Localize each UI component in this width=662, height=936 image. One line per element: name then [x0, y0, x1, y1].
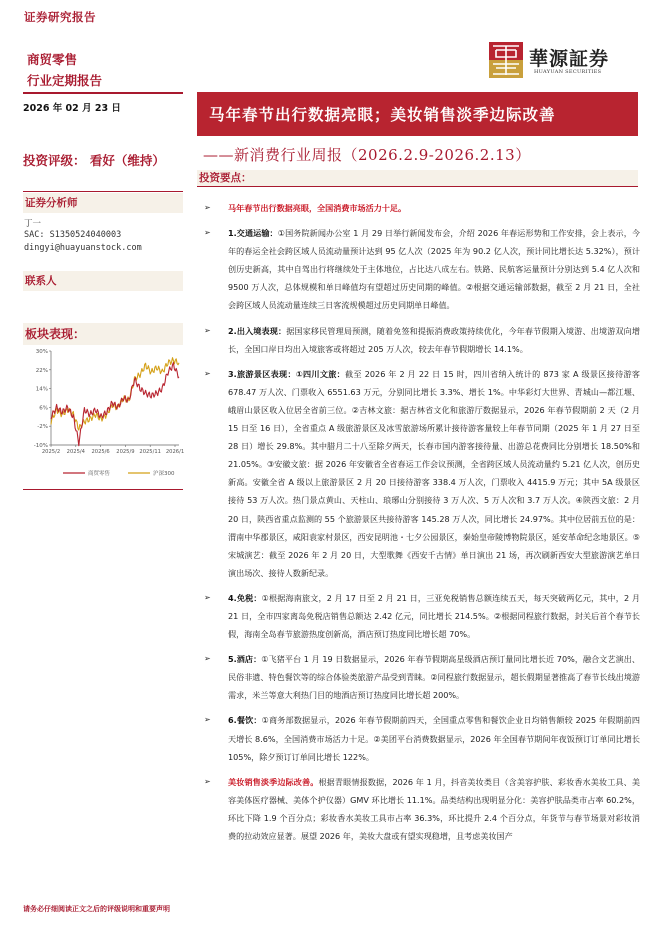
- arrow-bullet-icon: ➢: [204, 203, 211, 212]
- svg-text:2025/2: 2025/2: [41, 449, 61, 455]
- industry-label: 商贸零售: [27, 52, 78, 67]
- huayuan-logo-icon: [489, 42, 523, 78]
- report-category-label: 证券研究报告: [24, 10, 96, 24]
- divider: [23, 92, 183, 94]
- key-points-heading: 投资要点：: [197, 170, 638, 187]
- analyst-email-link[interactable]: dingyi@huayuanstock.com: [24, 243, 142, 253]
- key-point-paragraph: [200, 650, 640, 704]
- disclaimer-note: 请务必仔细阅读正文之后的评级说明和重要声明: [23, 904, 170, 913]
- paragraph-text: 截至 2026 年 2 月 22 日 15 时，四川省纳入统计的 873 家 A 级景区接待游客 678.47 万人次、门票收入 6551.63 万元，分别同比增长 3.3%、增长 1%。中华彩灯大世界、青城山—都江堰、峨眉山景区收入位居全省前三位。②吉林文旅：据吉林省文化和旅游厅数据显示，2026 年春节假期前 2 天（2 月 15 日至 16 日），全省重点 A 级旅游景区及冰雪旅游场所累计接待游客量较上年春节同期（2025 年 1 月 27 日至 28 日）增长 29.8%。其中腊月二十八至除夕两天，长春市国内游客接待量、出游总花费同比分别增长 18.50%和 21.05%。③安徽文旅：据 2026 年安徽省全省春运工作会议预测，全省跨区域人员流动量约 5.21 亿人次，创历史新高。安徽全省 A 级以上旅游景区 2 月 20 日接待游客 338.4 万人次，门票收入 4415.9 万元；其中 5A 级景区接待 53 万人次。热门景点黄山、天柱山、琅琊山分别接待 3 万人次、5 万人次和 3.7 万人次。④陕西文旅：2 月 20 日，陕西省重点监测的 55 个旅游景区共接待游客 145.28 万人次，同比增长 24.97%。其中位居前五位的是：渭南中华郡景区，咸阳袁家村景区，西安昆明池・七夕公园景区，秦始皇帝陵博物院景区，延安革命纪念地景区。⑤宋城演艺：截至 2026 年 2 月 20 日，大型歌舞《西安千古情》单日演出 21 场，再次刷新西安大型旅游演艺单日演出场次、接待人数新纪录。: [228, 368, 640, 578]
- report-title: 马年春节出行数据亮眼；美妆销售淡季边际改善: [209, 105, 556, 124]
- svg-text:22%: 22%: [35, 367, 48, 374]
- svg-text:6%: 6%: [39, 405, 48, 412]
- svg-text:30%: 30%: [35, 349, 48, 355]
- paragraph-lead: 美妆销售淡季边际改善。: [228, 776, 319, 787]
- arrow-bullet-icon: ➢: [204, 228, 211, 238]
- svg-text:-2%: -2%: [37, 424, 48, 431]
- svg-text:14%: 14%: [35, 386, 48, 393]
- svg-text:2025/6: 2025/6: [91, 449, 110, 455]
- logo-name-cn: 華源証券: [529, 48, 610, 70]
- arrow-bullet-icon: ➢: [204, 325, 211, 335]
- title-banner: [197, 92, 638, 136]
- report-subtitle: ——新消费行业周报（2026.2.9-2026.2.13）: [203, 146, 531, 164]
- key-point-paragraph: [200, 773, 640, 845]
- analyst-name: 丁一: [24, 219, 42, 229]
- key-points-body: [200, 199, 640, 852]
- paragraph-text: ①根据海南旅文，2 月 17 日至 2 月 21 日，三亚免税销售总额连续五天，每天突破两亿元，其中，2 月 21 日，全市四家离岛免税店销售总额达 2.42 亿元，同比增长 214.5%。②根据同程旅行数据，封关后首个春节长假，海南全岛春节旅游热度创新高，酒店预订热度同比增长超 70%。: [228, 592, 640, 640]
- key-point-paragraph: [200, 224, 640, 314]
- paragraph-lead: 4.免税：: [228, 592, 262, 603]
- divider: [23, 191, 183, 192]
- paragraph-text: ①飞猪平台 1 月 19 日数据显示，2026 年春节假期高星级酒店预订量同比增长近 70%，融合文艺演出、民俗非遗、特色餐饮等的综合体验类旅游产品受到青睐。②同程旅行数据显示，超长假期显著推高了春节长线出境游需求，米兰等意大利热门目的地酒店预订热度同比增长超 200%。: [228, 654, 640, 701]
- arrow-bullet-icon: ➢: [204, 654, 211, 664]
- logo-name-en: HUAYUAN SECURITIES: [534, 69, 602, 75]
- svg-text:-10%: -10%: [33, 443, 48, 449]
- sector-performance-heading: 板块表现：: [23, 323, 183, 345]
- svg-text:2026/1: 2026/1: [165, 449, 185, 455]
- svg-text:2025/9: 2025/9: [116, 449, 135, 455]
- contact-section-heading: 联系人: [23, 271, 183, 291]
- arrow-bullet-icon: ➢: [204, 592, 211, 602]
- key-point-paragraph: [200, 199, 640, 217]
- paragraph-lead: 3.旅游景区表现：①四川文旅：: [228, 368, 346, 379]
- paragraph-lead: 2.出入境表现：: [228, 325, 287, 336]
- svg-text:2025/4: 2025/4: [66, 449, 85, 455]
- divider: [23, 489, 183, 490]
- analyst-sac-number: SAC: S1350524040003: [24, 230, 122, 240]
- paragraph-text: ①国务院新闻办公室 1 月 29 日举行新闻发布会，介绍 2026 年春运形势和工作安排，会上表示，今年的春运全社会跨区域人员流动量预计达到 95 亿人次（2025 年为 90.2 亿人次，预计同比增长达 5.32%），预计创历史新高，其中自驾出行将继续处于主体地位，占比达八成左右。铁路、民航客运量预计分别达到 5.4 亿人次和 9500 万人次，总体规模和单日峰值均有望超过历史同期的峰值。②根据交通运输部数据，截至 2 月 21 日，全社会跨区域人员流动量连续三日客流规模超过历史同期单日峰值。: [228, 228, 640, 311]
- key-point-paragraph: [200, 322, 640, 358]
- paragraph-text: 据国家移民管理局预测，随着免签和提振消费政策持续优化，今年春节假期入境游、出境游双向增长，全国口岸日均出入境旅客或将超过 205 万人次，较去年春节假期增长 14.1%。: [228, 325, 640, 354]
- key-point-paragraph: [200, 365, 640, 582]
- sector-performance-chart: [23, 345, 185, 490]
- analyst-section-heading: 证券分析师: [23, 193, 183, 213]
- svg-text:商贸零售: 商贸零售: [88, 471, 111, 477]
- report-type-label: 行业定期报告: [27, 73, 103, 88]
- paragraph-lead: 6.餐饮：: [228, 715, 262, 726]
- paragraph-text: ①商务部数据显示，2026 年春节假期前四天，全国重点零售和餐饮企业日均销售额较 2025 年假期前四天增长 8.6%，全国消费市场活力十足。②美团平台消费数据显示，2026 年全国春节期间年夜饭预订订单同比增长 105%，除夕预订订单同比增长 122%。: [228, 715, 640, 762]
- svg-text:2025/11: 2025/11: [139, 449, 161, 455]
- arrow-bullet-icon: ➢: [204, 715, 211, 725]
- line-chart: [23, 345, 185, 490]
- report-date: 2026 年 02 月 23 日: [23, 103, 121, 114]
- svg-text:沪深300: 沪深300: [153, 471, 175, 477]
- key-point-paragraph: [200, 589, 640, 643]
- company-logo: [489, 40, 624, 80]
- paragraph-lead: 1.交通运输：: [228, 228, 278, 239]
- key-point-paragraph: [200, 711, 640, 765]
- paragraph-lead: 5.酒店：: [228, 654, 262, 665]
- paragraph-lead: 马年春节出行数据亮眼，全国消费市场活力十足。: [228, 203, 407, 213]
- arrow-bullet-icon: ➢: [204, 368, 211, 378]
- paragraph-text: 根据青眼情报数据，2026 年 1 月，抖音美妆类目（含美容护肤、彩妆香水美妆工具、美容美体医疗器械、美体个护仪器）GMV 环比增长 11.1%。品类结构出现明显分化：美容护肤品类市占率 60.2%，环比下降 1.9 个百分点；彩妆香水美妆工具市占率 36.3%，环比提升 2.4 个百分点，年货节与春节场景对彩妆消费的拉动效应显著。展望 2026 年，美妆大盘或有望实现稳增，且考虑美妆国产: [228, 776, 640, 841]
- arrow-bullet-icon: ➢: [204, 776, 211, 786]
- investment-rating: 投资评级： 看好（维持）: [23, 153, 165, 168]
